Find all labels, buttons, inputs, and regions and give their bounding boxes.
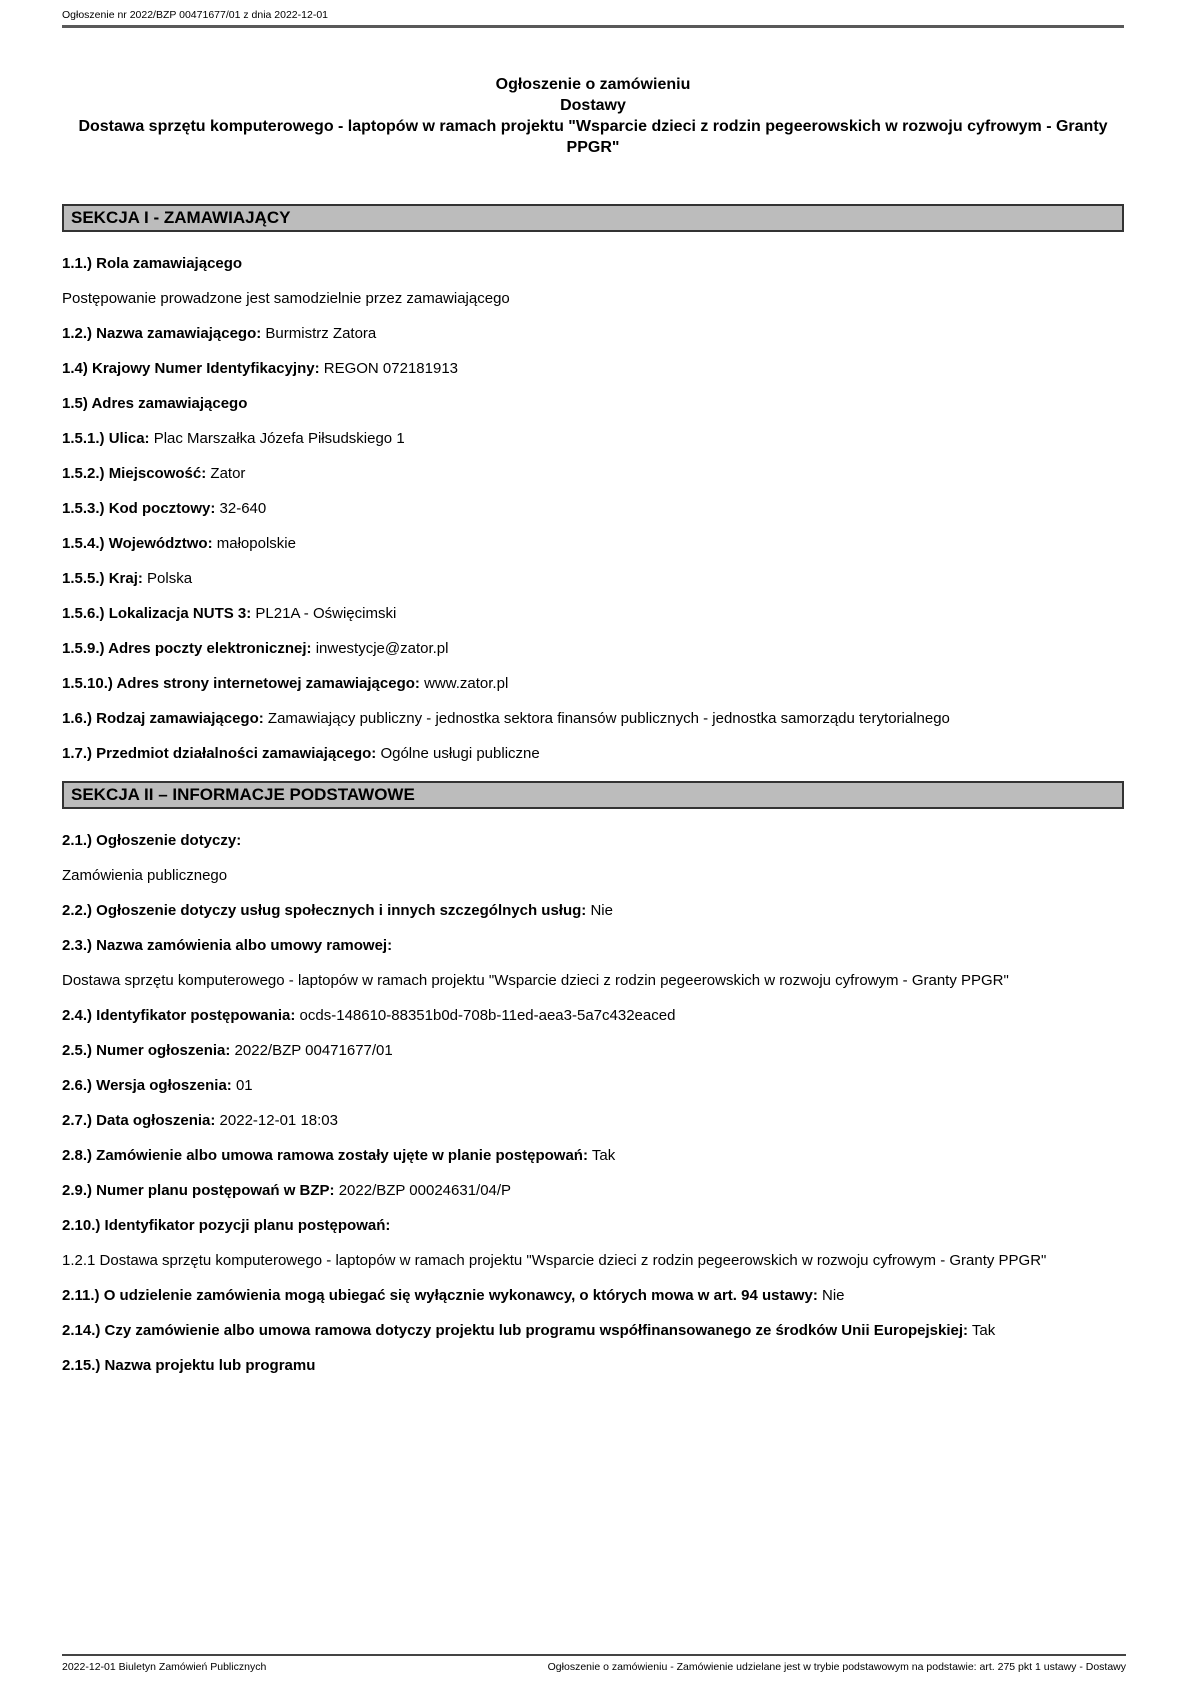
field-value: małopolskie xyxy=(212,535,296,552)
field-label: 1.6.) Rodzaj zamawiającego: xyxy=(62,710,264,727)
document-field xyxy=(62,394,1124,413)
header-rule xyxy=(62,25,1124,28)
document-field xyxy=(62,1321,1124,1340)
field-value: 1.2.1 Dostawa sprzętu komputerowego - laptopów w ramach projektu "Wsparcie dzieci z rodzin pegeerowskich w rozwoju cyfrowym - Granty PPGR" xyxy=(62,1252,1047,1269)
document-field xyxy=(62,1146,1124,1165)
document-field xyxy=(62,359,1124,378)
field-label: 2.4.) Identyfikator postępowania: xyxy=(62,1007,296,1024)
field-value: Ogólne usługi publiczne xyxy=(376,745,540,762)
footer-bulletin-label: 2022-12-01 Biuletyn Zamówień Publicznych xyxy=(62,1661,267,1673)
document-field xyxy=(62,1076,1124,1095)
field-value: 2022-12-01 18:03 xyxy=(215,1112,338,1129)
document-field xyxy=(62,1286,1124,1305)
footer-procedure-label: Ogłoszenie o zamówieniu - Zamówienie udzielane jest w trybie podstawowym na podstawie: art. 275 pkt 1 ustawy - Dostawy xyxy=(547,1661,1126,1673)
document-field xyxy=(62,936,1124,955)
field-label: 2.8.) Zamówienie albo umowa ramowa zostały ujęte w planie postępowań: xyxy=(62,1147,588,1164)
document-field xyxy=(62,499,1124,518)
field-value: 2022/BZP 00471677/01 xyxy=(230,1042,393,1059)
field-value: Tak xyxy=(587,1147,616,1164)
document-field xyxy=(62,831,1124,850)
field-label: 2.11.) O udzielenie zamówienia mogą ubiegać się wyłącznie wykonawcy, o których mowa w art. 94 ustawy: xyxy=(62,1287,818,1304)
document-field xyxy=(62,289,1124,308)
field-label: 1.5.4.) Województwo: xyxy=(62,535,213,552)
title-line-subject: Dostawa sprzętu komputerowego - laptopów w ramach projektu "Wsparcie dzieci z rodzin pegeerowskich w rozwoju cyfrowym - Granty PPGR" xyxy=(78,118,1108,156)
section-heading-bar xyxy=(62,204,1124,232)
section-items xyxy=(62,254,1124,763)
document-field xyxy=(62,534,1124,553)
field-label: 1.7.) Przedmiot działalności zamawiającego: xyxy=(62,745,377,762)
field-value: 01 xyxy=(231,1077,253,1094)
document-header-note: Ogłoszenie nr 2022/BZP 00471677/01 z dnia 2022-12-01 xyxy=(62,9,329,21)
field-label: 1.5.9.) Adres poczty elektronicznej: xyxy=(62,640,312,657)
document-field xyxy=(62,866,1124,885)
field-value: ocds-148610-88351b0d-708b-11ed-aea3-5a7c432eaced xyxy=(295,1007,676,1024)
document-field xyxy=(62,1006,1124,1025)
field-label: 2.5.) Numer ogłoszenia: xyxy=(62,1042,231,1059)
field-label: 2.1.) Ogłoszenie dotyczy: xyxy=(62,832,242,849)
field-value: Tak xyxy=(968,1322,996,1339)
field-label: 2.9.) Numer planu postępowań w BZP: xyxy=(62,1182,335,1199)
document-body xyxy=(62,204,1124,1375)
field-value: Postępowanie prowadzone jest samodzielnie przez zamawiającego xyxy=(62,290,510,307)
document-field xyxy=(62,744,1124,763)
field-value: Burmistrz Zatora xyxy=(261,325,377,342)
field-label: 1.1.) Rola zamawiającego xyxy=(62,255,243,272)
field-label: 1.5.2.) Miejscowość: xyxy=(62,465,207,482)
field-value: Zamówienia publicznego xyxy=(62,867,228,884)
field-value: www.zator.pl xyxy=(419,675,509,692)
document-title xyxy=(62,74,1124,158)
field-value: Zamawiający publiczny - jednostka sektora finansów publicznych - jednostka samorządu terytorialnego xyxy=(263,710,950,727)
field-label: 1.5.6.) Lokalizacja NUTS 3: xyxy=(62,605,252,622)
field-value: 2022/BZP 00024631/04/P xyxy=(334,1182,512,1199)
field-value: Nie xyxy=(817,1287,845,1304)
field-value: inwestycje@zator.pl xyxy=(311,640,449,657)
field-label: 1.5.3.) Kod pocztowy: xyxy=(62,500,216,517)
document-field xyxy=(62,901,1124,920)
field-label: 1.5.1.) Ulica: xyxy=(62,430,150,447)
title-line-category: Dostawy xyxy=(560,97,626,114)
section-heading-text: SEKCJA I - ZAMAWIAJĄCY xyxy=(71,208,291,227)
document-section xyxy=(62,781,1124,1375)
field-value: Dostawa sprzętu komputerowego - laptopów w ramach projektu "Wsparcie dzieci z rodzin pegeerowskich w rozwoju cyfrowym - Granty PPGR" xyxy=(62,972,1009,989)
document-field xyxy=(62,1111,1124,1130)
field-value: PL21A - Oświęcimski xyxy=(251,605,397,622)
section-items xyxy=(62,831,1124,1375)
document-field xyxy=(62,674,1124,693)
document-field xyxy=(62,429,1124,448)
field-label: 2.14.) Czy zamówienie albo umowa ramowa dotyczy projektu lub programu współfinansowanego ze środków Unii Europejskiej: xyxy=(62,1322,969,1339)
document-field xyxy=(62,1041,1124,1060)
field-value: 32-640 xyxy=(215,500,267,517)
title-line-type: Ogłoszenie o zamówieniu xyxy=(495,76,691,93)
field-value: REGON 072181913 xyxy=(319,360,459,377)
field-label: 2.3.) Nazwa zamówienia albo umowy ramowej: xyxy=(62,937,393,954)
field-label: 2.6.) Wersja ogłoszenia: xyxy=(62,1077,232,1094)
field-label: 1.5.5.) Kraj: xyxy=(62,570,143,587)
document-field xyxy=(62,971,1124,990)
document-footer xyxy=(62,1654,1126,1673)
document-field xyxy=(62,569,1124,588)
field-label: 1.5) Adres zamawiającego xyxy=(62,395,248,412)
field-value: Polska xyxy=(142,570,193,587)
document-field xyxy=(62,1216,1124,1235)
field-label: 2.15.) Nazwa projektu lub programu xyxy=(62,1357,316,1374)
document-field xyxy=(62,1251,1124,1270)
field-label: 2.7.) Data ogłoszenia: xyxy=(62,1112,216,1129)
field-label: 1.4) Krajowy Numer Identyfikacyjny: xyxy=(62,360,320,377)
field-value: Plac Marszałka Józefa Piłsudskiego 1 xyxy=(149,430,405,447)
document-field xyxy=(62,1356,1124,1375)
document-section xyxy=(62,204,1124,763)
field-value: Nie xyxy=(586,902,613,919)
field-label: 2.10.) Identyfikator pozycji planu postępowań: xyxy=(62,1217,391,1234)
section-heading-bar xyxy=(62,781,1124,809)
field-label: 2.2.) Ogłoszenie dotyczy usług społecznych i innych szczególnych usług: xyxy=(62,902,587,919)
document-field xyxy=(62,639,1124,658)
field-label: 1.2.) Nazwa zamawiającego: xyxy=(62,325,262,342)
section-heading-text: SEKCJA II – INFORMACJE PODSTAWOWE xyxy=(71,785,415,804)
field-label: 1.5.10.) Adres strony internetowej zamawiającego: xyxy=(62,675,420,692)
document-field xyxy=(62,464,1124,483)
document-field xyxy=(62,709,1124,728)
document-field xyxy=(62,254,1124,273)
document-field xyxy=(62,1181,1124,1200)
field-value: Zator xyxy=(206,465,246,482)
document-field xyxy=(62,324,1124,343)
document-field xyxy=(62,604,1124,623)
